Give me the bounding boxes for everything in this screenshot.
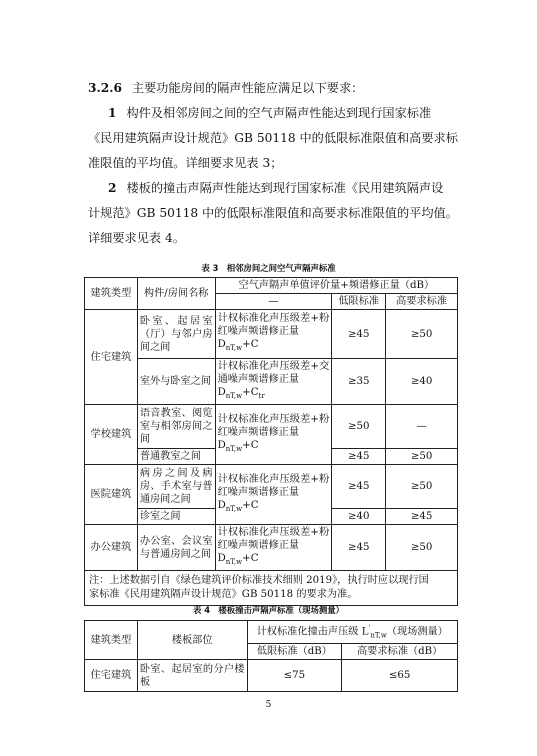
metric-tail-sub: tr xyxy=(258,392,265,401)
high-cell: — xyxy=(386,405,458,449)
item-1 xyxy=(88,101,460,176)
low-cell: ≥35 xyxy=(332,359,386,405)
type-cell: 住宅建筑 xyxy=(85,310,138,405)
metric-sub: nT,w xyxy=(225,558,243,567)
metric-sub: nT,w xyxy=(225,392,243,401)
type-cell: 办公建筑 xyxy=(85,525,138,571)
metric-cell xyxy=(215,465,332,525)
metric-symbol: D xyxy=(217,339,226,351)
item-line: 准限值的平均值。详细要求见表 3； xyxy=(88,156,283,170)
metric-symbol: D xyxy=(217,500,226,512)
metric-symbol: D xyxy=(217,387,226,398)
item-line: 《民用建筑隔声设计规范》GB 50118 中的低限标准限值和高要求标 xyxy=(88,131,458,145)
metric-text: 计权标准化声压级差+粉红噪声频谱修正量 xyxy=(217,474,330,499)
high-cell: ≥50 xyxy=(386,449,458,465)
room-cell: 语音教室、阅览室与相邻房间之间 xyxy=(137,405,215,449)
high-cell: ≤65 xyxy=(342,660,458,692)
metric-cell xyxy=(215,359,332,405)
part-cell: 卧室、起居室的分户楼板 xyxy=(137,660,247,692)
low-cell: ≤75 xyxy=(247,660,342,692)
section-number: 3.2.6 xyxy=(88,81,122,95)
section-heading xyxy=(88,76,460,101)
low-cell: ≥45 xyxy=(332,449,386,465)
header-type: 建筑类型 xyxy=(85,621,138,660)
header-low: 低限标准 xyxy=(332,294,386,310)
metric-text: 计权标准化声压级差+粉红噪声频谱修正量 xyxy=(217,527,330,552)
type-cell: 学校建筑 xyxy=(85,405,138,465)
header-group-sup: ' xyxy=(368,624,371,632)
section-text: 主要功能房间的隔声性能应满足以下要求： xyxy=(131,81,364,95)
header-group: 空气声隔声单值评价量+频谱修正量（dB） xyxy=(215,278,457,294)
metric-tail: +C xyxy=(242,387,259,398)
room-cell: 卧室、起居室（厅）与邻户房间之间 xyxy=(137,310,215,359)
header-room: 构件/房间名称 xyxy=(137,278,215,310)
low-cell: ≥50 xyxy=(332,405,386,449)
metric-cell xyxy=(215,310,332,359)
header-group xyxy=(247,621,458,644)
metric-text: 计权标准化声压级差+交通噪声频谱修正量 xyxy=(217,361,330,385)
item-line: 详细要求见表 4。 xyxy=(88,231,185,245)
header-type: 建筑类型 xyxy=(85,278,138,310)
metric-tail: +C xyxy=(242,440,259,452)
item-line: 构件及相邻房间之间的空气声隔声性能达到现行国家标准 xyxy=(126,106,432,120)
header-group-tail: （现场测量） xyxy=(386,626,448,638)
metric-sub: nT,w xyxy=(225,445,243,454)
room-cell: 室外与卧室之间 xyxy=(137,359,215,405)
header-part: 楼板部位 xyxy=(137,621,247,660)
metric-text: 计权标准化声压级差+粉红噪声频谱修正量 xyxy=(217,313,330,338)
low-cell: ≥45 xyxy=(332,310,386,359)
header-low: 低限标准（dB） xyxy=(247,644,342,660)
header-high: 高要求标准 xyxy=(386,294,458,310)
high-cell: ≥50 xyxy=(386,525,458,571)
metric-sub: nT,w xyxy=(225,505,243,514)
high-cell: ≥40 xyxy=(386,359,458,405)
item-line: 楼板的撞击声隔声性能达到现行国家标准《民用建筑隔声设 xyxy=(126,181,444,195)
item-number: 2 xyxy=(108,181,117,195)
header-metric: — xyxy=(215,294,332,310)
low-cell: ≥45 xyxy=(332,525,386,571)
header-group-sub: nT,w xyxy=(370,631,387,640)
table3-caption: 表 3 相邻房间之间空气声隔声标准 xyxy=(201,263,336,273)
type-cell: 住宅建筑 xyxy=(85,660,138,692)
low-cell: ≥45 xyxy=(332,465,386,509)
table4-caption: 表 4 楼板撞击声隔声标准（现场测量） xyxy=(192,605,345,615)
metric-sub: nT,w xyxy=(225,344,243,353)
room-cell: 病房之间及病房、手术室与普通房间之间 xyxy=(137,465,215,509)
metric-tail: +C xyxy=(242,500,259,512)
item-number: 1 xyxy=(108,106,117,120)
metric-symbol: D xyxy=(217,553,226,565)
metric-symbol: D xyxy=(217,440,226,452)
item-2 xyxy=(88,176,460,251)
header-high: 高要求标准（dB） xyxy=(342,644,458,660)
metric-text: 计权标准化声压级差+粉红噪声频谱修正量 xyxy=(217,414,330,439)
metric-cell xyxy=(215,525,332,571)
page-number: 5 xyxy=(265,700,272,710)
metric-tail: +C xyxy=(242,339,259,351)
high-cell: ≥50 xyxy=(386,310,458,359)
note-line: 家标准《民用建筑隔声设计规范》GB 50118 的要求为准。 xyxy=(89,589,358,601)
header-group-text: 计权标准化撞击声压级 L xyxy=(256,626,369,638)
item-line: 计规范》GB 50118 中的低限标准限值和高要求标准限值的平均值。 xyxy=(88,206,458,220)
high-cell: ≥45 xyxy=(386,509,458,525)
low-cell: ≥40 xyxy=(332,509,386,525)
room-cell: 办公室、会议室与普通房间之间 xyxy=(137,525,215,571)
table3-note xyxy=(85,571,458,606)
room-cell: 诊室之间 xyxy=(137,509,215,525)
note-line: 注：上述数据引自《绿色建筑评价标准技术细则 2019》，执行时应以现行国 xyxy=(89,575,429,587)
table3 xyxy=(84,277,458,606)
table4 xyxy=(84,620,458,692)
type-cell: 医院建筑 xyxy=(85,465,138,525)
metric-tail: +C xyxy=(242,553,259,565)
metric-cell xyxy=(215,405,332,465)
high-cell: ≥50 xyxy=(386,465,458,509)
room-cell: 普通教室之间 xyxy=(137,449,215,465)
